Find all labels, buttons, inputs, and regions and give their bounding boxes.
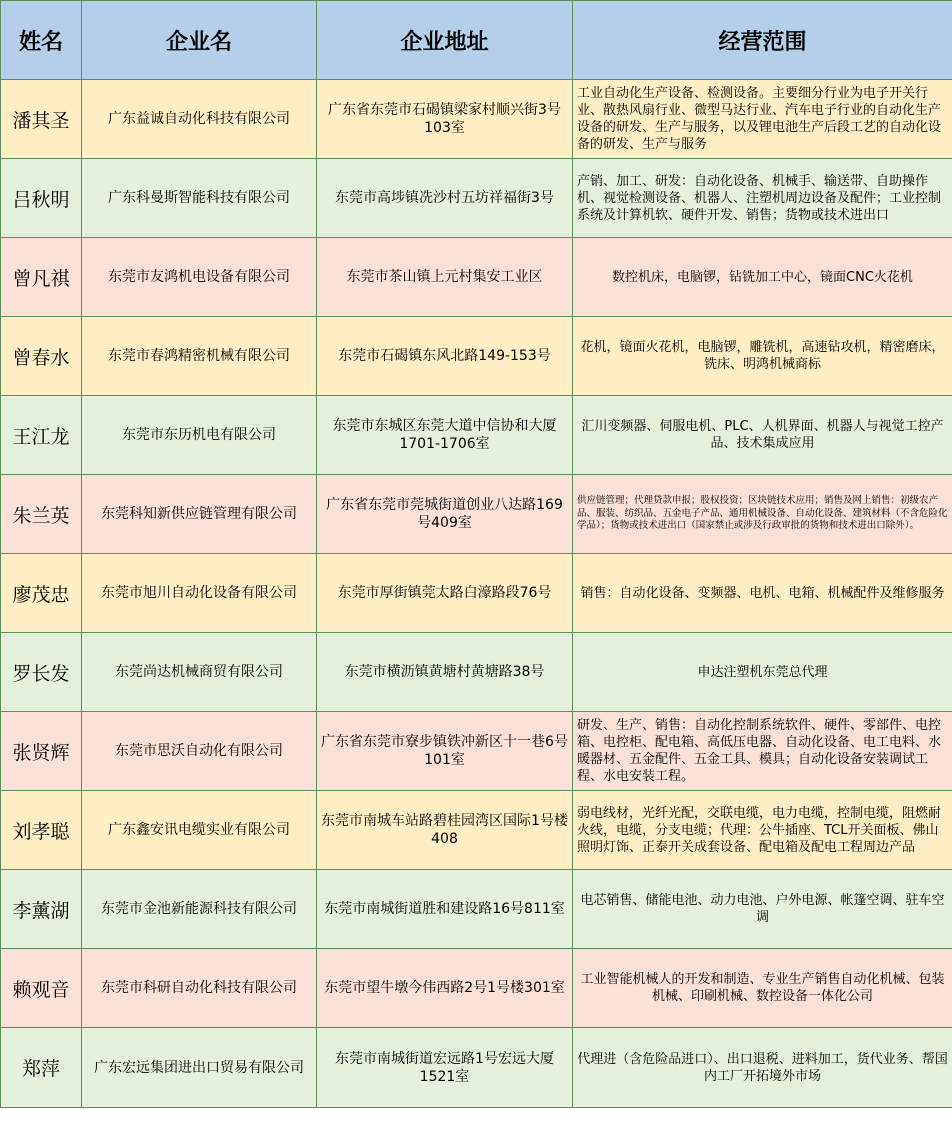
- business-scope: 代理进（含危险品进口）、出口退税、进料加工，货代业务、帮国内工厂开拓境外市场: [573, 1028, 952, 1108]
- company-address: 东莞市厚街镇莞太路白濠路段76号: [317, 554, 573, 633]
- company-address: 东莞市南城街道胜和建设路16号811室: [317, 870, 573, 949]
- table-row: [1, 554, 952, 633]
- company-name: 东莞市春鸿精密机械有限公司: [82, 317, 317, 396]
- person-name: 张贤辉: [1, 712, 82, 791]
- business-scope: 工业自动化生产设备、检测设备。主要细分行业为电子开关行业、散热风扇行业、微型马达行业、汽车电子行业的自动化生产设备的研发、生产与服务，以及锂电池生产后段工艺的自动化设备的研发、生产与服务: [573, 80, 952, 159]
- person-name: 曾凡祺: [1, 238, 82, 317]
- company-address: 广东省东莞市石碣镇梁家村顺兴街3号103室: [317, 80, 573, 159]
- business-scope: 电芯销售、储能电池、动力电池、户外电源、帐篷空调、驻车空调: [573, 870, 952, 949]
- business-scope: 产销、加工、研发：自动化设备、机械手、输送带、自助操作机、视觉检测设备、机器人、注塑机周边设备及配件；工业控制系统及计算机软、硬件开发、销售；货物或技术进出口: [573, 159, 952, 238]
- person-name: 赖观音: [1, 949, 82, 1028]
- person-name: 王江龙: [1, 396, 82, 475]
- business-scope: 弱电线材，光纤光配，交联电缆，电力电缆，控制电缆，阻燃耐火线，电缆，分支电缆；代理：公牛插座、TCL开关面板、佛山照明灯饰、正泰开关成套设备、配电箱及配电工程周边产品: [573, 791, 952, 870]
- person-name: 吕秋明: [1, 159, 82, 238]
- table-row: [1, 791, 952, 870]
- company-name: 东莞尚达机械商贸有限公司: [82, 633, 317, 712]
- company-name: 广东鑫安讯电缆实业有限公司: [82, 791, 317, 870]
- table-row: [1, 159, 952, 238]
- company-name: 东莞市东历机电有限公司: [82, 396, 317, 475]
- person-name: 朱兰英: [1, 475, 82, 554]
- header-company: 企业名: [82, 1, 317, 80]
- business-scope: 销售：自动化设备、变频器、电机、电箱、机械配件及维修服务: [573, 554, 952, 633]
- company-address: 东莞市石碣镇东风北路149-153号: [317, 317, 573, 396]
- header-row: [1, 1, 952, 80]
- company-address: 东莞市茶山镇上元村集安工业区: [317, 238, 573, 317]
- company-address: 东莞市横沥镇黄塘村黄塘路38号: [317, 633, 573, 712]
- company-name: 广东宏远集团进出口贸易有限公司: [82, 1028, 317, 1108]
- table-row: [1, 633, 952, 712]
- company-address: 东莞市望牛墩今伟西路2号1号楼301室: [317, 949, 573, 1028]
- business-scope: 花机，镜面火花机，电脑锣，雕铣机，高速钻攻机，精密磨床，铣床、明鸿机械商标: [573, 317, 952, 396]
- table-row: [1, 1028, 952, 1108]
- business-scope: 工业智能机械人的开发和制造、专业生产销售自动化机械、包装机械、印刷机械、数控设备一体化公司: [573, 949, 952, 1028]
- business-scope: 研发、生产、销售：自动化控制系统软件、硬件、零部件、电控箱、电控柜、配电箱、高低压电器、自动化设备、电工电料、水暖器材、五金配件、五金工具、模具；自动化设备安装调试工程、水电安装工程。: [573, 712, 952, 791]
- company-address: 东莞市南城街道宏远路1号宏远大厦1521室: [317, 1028, 573, 1108]
- table-row: [1, 949, 952, 1028]
- company-name: 广东益诚自动化科技有限公司: [82, 80, 317, 159]
- company-name: 东莞市金池新能源科技有限公司: [82, 870, 317, 949]
- person-name: 廖茂忠: [1, 554, 82, 633]
- company-name: 东莞科知新供应链管理有限公司: [82, 475, 317, 554]
- person-name: 李薰湖: [1, 870, 82, 949]
- company-address: 东莞市高埗镇冼沙村五坊祥福街3号: [317, 159, 573, 238]
- person-name: 曾春水: [1, 317, 82, 396]
- table-row: [1, 396, 952, 475]
- company-address: 广东省东莞市寮步镇铁冲新区十一巷6号101室: [317, 712, 573, 791]
- table-row: [1, 475, 952, 554]
- company-name: 东莞市思沃自动化有限公司: [82, 712, 317, 791]
- table-row: [1, 80, 952, 159]
- company-name: 东莞市旭川自动化设备有限公司: [82, 554, 317, 633]
- company-name: 东莞市科研自动化科技有限公司: [82, 949, 317, 1028]
- person-name: 罗长发: [1, 633, 82, 712]
- table-row: [1, 238, 952, 317]
- company-address: 东莞市南城车站路碧桂园湾区国际1号楼408: [317, 791, 573, 870]
- header-name: 姓名: [1, 1, 82, 80]
- person-name: 郑萍: [1, 1028, 82, 1108]
- table-row: [1, 712, 952, 791]
- person-name: 刘孝聪: [1, 791, 82, 870]
- company-name: 东莞市友鸿机电设备有限公司: [82, 238, 317, 317]
- company-address: 广东省东莞市莞城街道创业八达路169号409室: [317, 475, 573, 554]
- table-row: [1, 317, 952, 396]
- table-row: [1, 870, 952, 949]
- company-address: 东莞市东城区东莞大道中信协和大厦1701-1706室: [317, 396, 573, 475]
- header-scope: 经营范围: [573, 1, 952, 80]
- business-scope: 数控机床，电脑锣，钻铣加工中心，镜面CNC火花机: [573, 238, 952, 317]
- business-scope: 申达注塑机东莞总代理: [573, 633, 952, 712]
- person-name: 潘其圣: [1, 80, 82, 159]
- header-address: 企业地址: [317, 1, 573, 80]
- business-scope: 汇川变频器、伺服电机、PLC、人机界面、机器人与视觉工控产品、技术集成应用: [573, 396, 952, 475]
- company-name: 广东科曼斯智能科技有限公司: [82, 159, 317, 238]
- business-scope: 供应链管理；代理贷款申报；股权投资；区块链技术应用；销售及网上销售：初级农产品、服装、纺织品、五金电子产品、通用机械设备、自动化设备、建筑材料（不含危险化学品）；货物或技术进出口（国家禁止或涉及行政审批的货物和技术进出口除外）。: [573, 475, 952, 554]
